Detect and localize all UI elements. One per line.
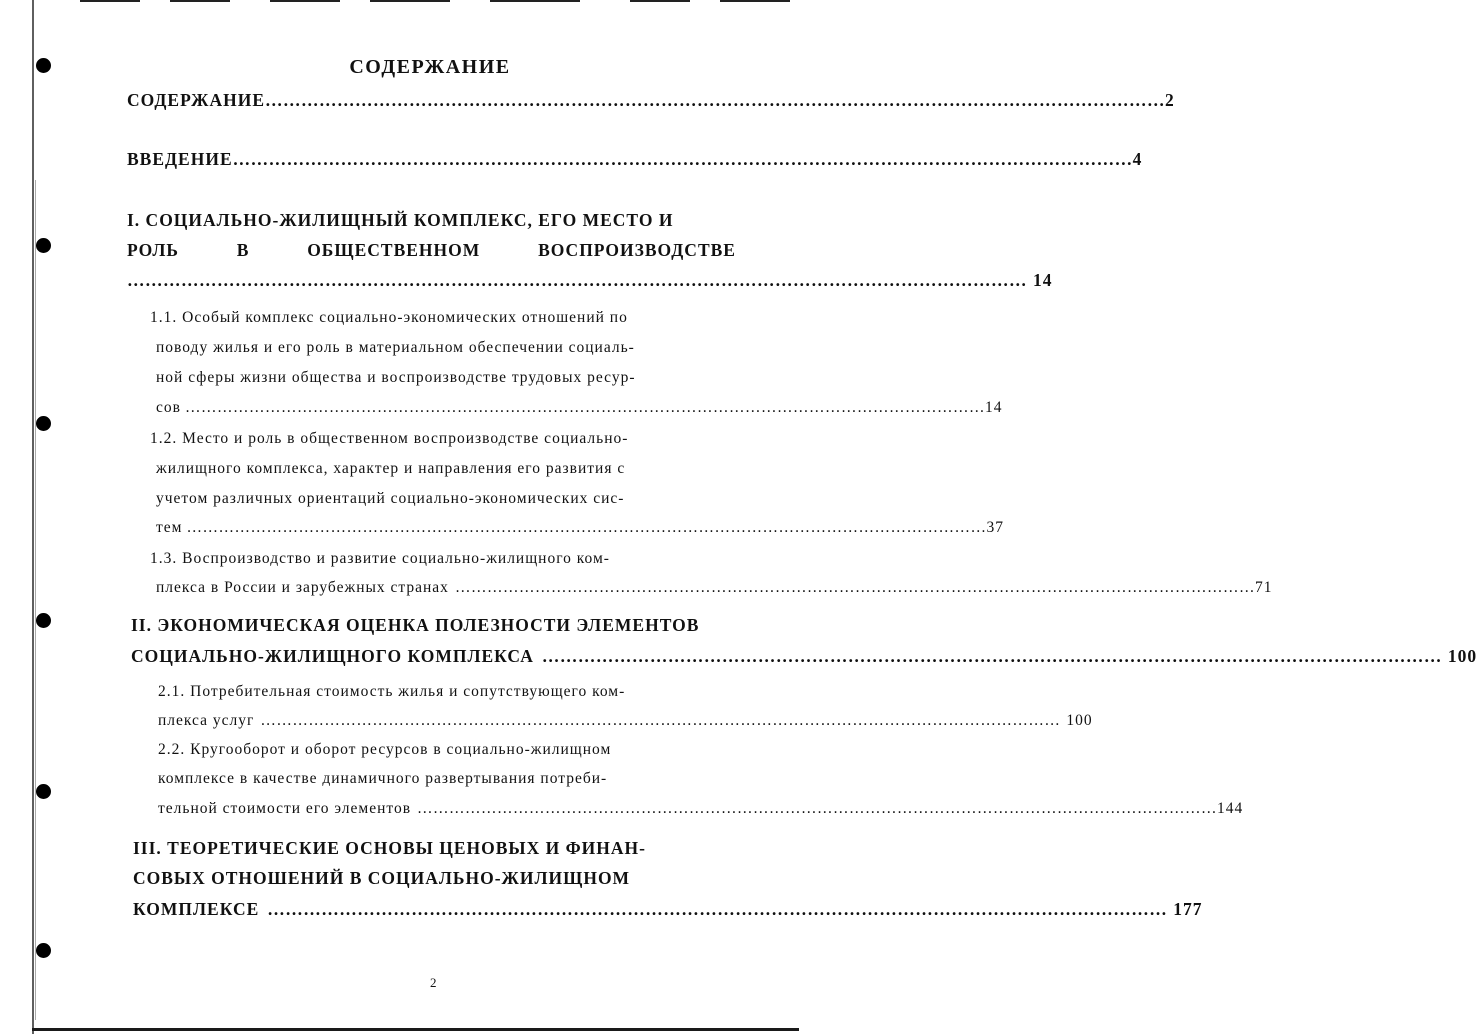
dot-leader: …………………………………………………………………………………………………………………………………… — [184, 399, 985, 416]
dot-leader: …………………………………………………………………………………………………………………………………… — [265, 90, 1166, 110]
toc-part1-title-line1[interactable]: I. СОЦИАЛЬНО-ЖИЛИЩНЫЙ КОМПЛЕКС, ЕГО МЕСТО И — [127, 210, 674, 230]
toc-entry-page: 100 — [1066, 712, 1093, 729]
page-title: СОДЕРЖАНИЕ — [349, 56, 511, 78]
toc-entry-contents[interactable] — [127, 90, 1175, 111]
toc-entry-page: 177 — [1173, 899, 1203, 919]
scan-edge-left-inner — [35, 180, 36, 1020]
toc-entry-label: ВВЕДЕНИЕ — [127, 149, 233, 169]
toc-subentry-1-2-line[interactable]: жилищного комплекса, характер и направления его развития с — [156, 460, 626, 477]
dot-leader: …………………………………………………………………………………………………………………………………… — [127, 270, 1027, 290]
dot-leader: …………………………………………………………………………………………………………………………………… — [541, 646, 1442, 666]
toc-entry-page: 4 — [1132, 149, 1143, 169]
punch-hole-icon — [36, 784, 51, 799]
toc-subentry-2-1-line[interactable]: 2.1. Потребительная стоимость жилья и сопутствующего ком- — [158, 683, 626, 700]
toc-entry-page: 71 — [1254, 579, 1273, 596]
toc-subentry-2-2-line[interactable]: 2.2. Кругооборот и оборот ресурсов в социально-жилищном — [158, 741, 612, 758]
punch-hole-icon — [36, 238, 51, 253]
toc-entry-label: СОДЕРЖАНИЕ — [127, 90, 266, 110]
toc-part2-title-line1[interactable]: II. ЭКОНОМИЧЕСКАЯ ОЦЕНКА ПОЛЕЗНОСТИ ЭЛЕМЕНТОВ — [131, 615, 700, 635]
toc-entry-page: 14 — [1033, 270, 1053, 290]
toc-subentry-2-2-last[interactable] — [158, 800, 1244, 818]
toc-entry-label: тельной стоимости его элементов — [158, 800, 412, 817]
toc-entry-intro[interactable] — [127, 149, 1143, 170]
dot-leader: …………………………………………………………………………………………………………………………………… — [186, 519, 987, 536]
toc-part2-title-line2[interactable] — [131, 646, 1477, 667]
scan-edge-bottom — [32, 1028, 799, 1031]
toc-subentry-1-2-last[interactable] — [156, 519, 1004, 537]
dot-leader: …………………………………………………………………………………………………………………………………… — [267, 899, 1168, 919]
toc-entry-page: 144 — [1217, 800, 1244, 817]
toc-subentry-1-1-line[interactable]: 1.1. Особый комплекс социально-экономических отношений по — [150, 309, 628, 326]
toc-entry-page: 37 — [986, 519, 1004, 536]
toc-subentry-2-1-last[interactable] — [158, 712, 1093, 730]
toc-part1-page-line[interactable] — [127, 270, 1053, 291]
toc-word: РОЛЬ — [127, 240, 179, 260]
scan-edge-left — [32, 0, 34, 1034]
toc-subentry-1-3-line[interactable]: 1.3. Воспроизводство и развитие социально-жилищного ком- — [150, 550, 610, 567]
toc-part1-title-line2[interactable] — [127, 240, 736, 261]
toc-entry-label: СОЦИАЛЬНО-ЖИЛИЩНОГО КОМПЛЕКСА — [131, 646, 534, 666]
toc-entry-label: сов — [156, 399, 181, 416]
toc-subentry-1-3-last[interactable] — [156, 579, 1273, 597]
dot-leader: …………………………………………………………………………………………………………………………………… — [232, 149, 1133, 169]
dot-leader: …………………………………………………………………………………………………………………………………… — [454, 579, 1255, 596]
toc-subentry-1-2-line[interactable]: 1.2. Место и роль в общественном воспроизводстве социально- — [150, 430, 629, 447]
toc-entry-label: КОМПЛЕКСЕ — [133, 899, 260, 919]
toc-entry-label: плекса услуг — [158, 712, 255, 729]
punch-hole-icon — [36, 416, 51, 431]
punch-hole-icon — [36, 613, 51, 628]
toc-entry-page: 14 — [984, 399, 1003, 416]
dot-leader: …………………………………………………………………………………………………………………………………… — [260, 712, 1061, 729]
toc-word: ОБЩЕСТВЕННОМ — [307, 240, 481, 260]
toc-part3-title-line2[interactable]: СОВЫХ ОТНОШЕНИЙ В СОЦИАЛЬНО-ЖИЛИЩНОМ — [133, 868, 631, 888]
punch-hole-icon — [36, 943, 51, 958]
dot-leader: …………………………………………………………………………………………………………………………………… — [417, 800, 1218, 817]
toc-part3-title-line1[interactable]: III. ТЕОРЕТИЧЕСКИЕ ОСНОВЫ ЦЕНОВЫХ И ФИНАН- — [133, 838, 646, 858]
toc-word: В — [236, 240, 250, 260]
toc-subentry-1-1-last[interactable] — [156, 399, 1003, 417]
toc-subentry-1-1-line[interactable]: ной сферы жизни общества и воспроизводстве трудовых ресур- — [156, 369, 636, 386]
toc-entry-page: 100 — [1447, 646, 1477, 666]
toc-subentry-1-2-line[interactable]: учетом различных ориентаций социально-экономических сис- — [156, 490, 625, 507]
toc-entry-page: 2 — [1165, 90, 1175, 110]
toc-subentry-1-1-line[interactable]: поводу жилья и его роль в материальном обеспечении социаль- — [156, 339, 635, 356]
toc-word: ВОСПРОИЗВОДСТВЕ — [538, 240, 736, 260]
toc-entry-label: тем — [156, 519, 183, 536]
page-number: 2 — [430, 975, 437, 990]
toc-entry-label: плекса в России и зарубежных странах — [156, 579, 449, 596]
toc-part3-title-line3[interactable] — [133, 899, 1203, 920]
toc-subentry-2-2-line[interactable]: комплексе в качестве динамичного развертывания потреби- — [158, 770, 608, 787]
scan-edge-top — [70, 0, 799, 2]
